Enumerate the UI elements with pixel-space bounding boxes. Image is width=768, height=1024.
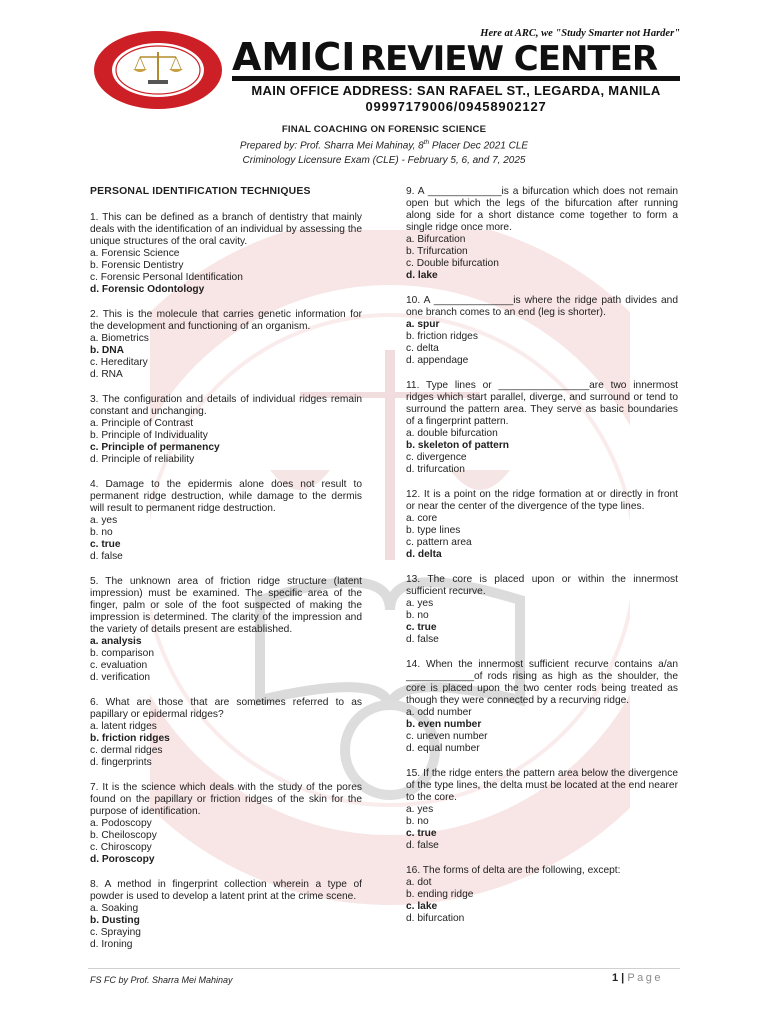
question-text: 9. A _____________is a bifurcation which does not remain open but which the legs of the bifurcation after running along side for a short distance come together to form a single ridge once more. (406, 186, 678, 233)
page-label: Page (627, 972, 664, 984)
question-text: 11. Type lines or ________________are two innermost ridges which start parallel, diverge, and surround or tend to surround the pattern area. They serve as basic boundaries of a fingerprint pattern. (406, 380, 678, 427)
answer-option-correct: a. spur (406, 319, 440, 330)
answer-option-correct: b. friction ridges (90, 733, 170, 744)
page-indicator (612, 972, 663, 984)
answer-option: b. no (90, 527, 113, 538)
answer-option-correct: d. Forensic Odontology (90, 284, 205, 295)
answer-option-correct: b. DNA (90, 345, 124, 356)
question-item (90, 479, 362, 563)
question-text: 2. This is the molecule that carries genetic information for the development and functioning of an organism. (90, 309, 362, 332)
answer-option: d. false (90, 551, 123, 562)
question-text: 6. What are those that are sometimes referred to as papillary or epidermal ridges? (90, 697, 362, 720)
logo-seal (92, 30, 224, 110)
answer-option: b. ending ridge (406, 889, 474, 900)
answer-option: b. comparison (90, 648, 154, 659)
question-item (406, 659, 678, 755)
answer-option: c. Hereditary (90, 357, 148, 368)
answer-option: a. odd number (406, 707, 472, 718)
brand-first-word: AMICI (232, 35, 356, 79)
answer-option: a. double bifurcation (406, 428, 498, 439)
answer-option: a. yes (406, 598, 434, 609)
question-item (406, 768, 678, 852)
question-text: 15. If the ridge enters the pattern area below the divergence of the type lines, the delta must be located at the end nearer to the core. (406, 768, 678, 803)
answer-option: b. type lines (406, 525, 461, 536)
question-text: 1. This can be defined as a branch of dentistry that mainly deals with the identification of an individual by assessing the unique structures of the oral cavity. (90, 212, 362, 247)
question-item (406, 186, 678, 282)
tagline: Here at ARC, we "Study Smarter not Harder" (480, 28, 680, 39)
answer-option: d. equal number (406, 743, 480, 754)
answer-option: c. delta (406, 343, 439, 354)
question-item (90, 212, 362, 296)
page-number: 1 (612, 972, 619, 984)
answer-option-correct: d. lake (406, 270, 438, 281)
answer-option: b. Forensic Dentistry (90, 260, 184, 271)
answer-option: a. Bifurcation (406, 234, 466, 245)
answer-option: b. friction ridges (406, 331, 478, 342)
document-title: FINAL COACHING ON FORENSIC SCIENCE (281, 124, 487, 135)
question-item (406, 380, 678, 476)
answer-option: d. Ironing (90, 939, 133, 950)
answer-option: d. appendage (406, 355, 469, 366)
exam-dates: Criminology Licensure Exam (CLE) - February 5, 6, and 7, 2025 (242, 155, 526, 167)
right-column (406, 186, 678, 938)
answer-option: b. no (406, 816, 429, 827)
answer-option-correct: c. Principle of permanency (90, 442, 220, 453)
answer-option: c. Chiroscopy (90, 842, 152, 853)
main-office-address: MAIN OFFICE ADDRESS: SAN RAFAEL ST., LEGARDA, MANILA (251, 83, 661, 98)
question-item (90, 879, 362, 951)
brand-header (232, 30, 680, 114)
answer-option: c. dermal ridges (90, 745, 163, 756)
answer-option: a. core (406, 513, 438, 524)
question-item (90, 697, 362, 769)
answer-option-correct: c. true (406, 622, 437, 633)
answer-option: d. fingerprints (90, 757, 152, 768)
answer-option-correct: a. analysis (90, 636, 142, 647)
footer-divider (88, 968, 680, 969)
question-item (90, 576, 362, 684)
answer-option-correct: d. delta (406, 549, 442, 560)
answer-option: c. pattern area (406, 537, 472, 548)
answer-option: c. uneven number (406, 731, 488, 742)
question-item (406, 295, 678, 367)
answer-option: a. Podoscopy (90, 818, 152, 829)
question-text: 4. Damage to the epidermis alone does not result to permanent ridge destruction, while damage to the dermis will result to permanent ridge destruction. (90, 479, 362, 514)
prepared-by-suffix: Placer Dec 2021 CLE (429, 140, 529, 152)
footer-credit: FS FC by Prof. Sharra Mei Mahinay (90, 975, 233, 985)
answer-option: d. verification (90, 672, 151, 683)
question-list-right (406, 186, 678, 925)
answer-option: c. divergence (406, 452, 467, 463)
question-text: 12. It is a point on the ridge formation at or directly in front or near the center of the divergence of the type lines. (406, 489, 678, 512)
answer-option: b. Principle of Individuality (90, 430, 208, 441)
question-item (406, 489, 678, 561)
contact-numbers: 09997179006/09458902127 (365, 99, 547, 114)
question-list-left (90, 212, 362, 951)
answer-option: b. Cheiloscopy (90, 830, 157, 841)
ordinal-suffix: th (423, 139, 430, 146)
answer-option: d. false (406, 840, 439, 851)
answer-option: c. Spraying (90, 927, 141, 938)
answer-option: a. Forensic Science (90, 248, 180, 259)
question-text: 14. When the innermost sufficient recurve contains a/an ____________of rods rising as high as the shoulder, the core is placed upon the two center rods being treated as though they were connected by a recurving ridge. (406, 659, 678, 706)
question-item (90, 394, 362, 466)
question-text: 13. The core is placed upon or within the innermost sufficient recurve. (406, 574, 678, 597)
answer-option: b. no (406, 610, 429, 621)
answer-option: c. evaluation (90, 660, 148, 671)
prepared-by-text: Prepared by: Prof. Sharra Mei Mahinay, 8 (239, 140, 424, 152)
page-separator: | (618, 972, 628, 984)
section-title: PERSONAL IDENTIFICATION TECHNIQUES (90, 186, 311, 197)
answer-option: c. Forensic Personal Identification (90, 272, 243, 283)
answer-option-correct: d. Poroscopy (90, 854, 155, 865)
answer-option: d. false (406, 634, 439, 645)
question-text: 3. The configuration and details of individual ridges remain constant and unchanging. (90, 394, 362, 417)
brand-second-word: REVIEW CENTER (359, 39, 658, 79)
brand-name (232, 35, 680, 79)
question-item (406, 865, 678, 925)
question-text: 10. A ______________is where the ridge path divides and one branch comes to an end (leg is shorter). (406, 295, 678, 318)
answer-option: a. Principle of Contrast (90, 418, 194, 429)
answer-option: a. latent ridges (90, 721, 157, 732)
answer-option-correct: c. true (406, 828, 437, 839)
answer-option-correct: b. skeleton of pattern (406, 440, 510, 451)
answer-option: a. Biometrics (90, 333, 149, 344)
question-text: 8. A method in fingerprint collection wherein a type of powder is used to develop a latent print at the crime scene. (90, 879, 362, 902)
prepared-by (0, 139, 768, 151)
answer-option: b. Trifurcation (406, 246, 468, 257)
answer-option: d. trifurcation (406, 464, 465, 475)
answer-option: a. dot (406, 877, 432, 888)
answer-option: a. Soaking (90, 903, 139, 914)
answer-option-correct: c. true (90, 539, 121, 550)
answer-option: a. yes (406, 804, 434, 815)
answer-option-correct: b. even number (406, 719, 482, 730)
question-item (90, 309, 362, 381)
question-text: 7. It is the science which deals with the study of the pores found on the papillary or friction ridges of the skin for the purpose of identification. (90, 782, 362, 817)
answer-option: c. Double bifurcation (406, 258, 499, 269)
answer-option-correct: b. Dusting (90, 915, 140, 926)
question-text: 5. The unknown area of friction ridge structure (latent impression) must be examined. The specific area of the finger, palm or sole of the foot suspected of making the impression is determined. The clarity of the impression and the variety of details present are established. (90, 576, 362, 635)
answer-option: d. Principle of reliability (90, 454, 195, 465)
document-title-block (0, 124, 768, 166)
answer-option: d. RNA (90, 369, 123, 380)
question-text: 16. The forms of delta are the following, except: (406, 865, 621, 876)
left-column (90, 186, 362, 964)
question-item (90, 782, 362, 866)
answer-option: a. yes (90, 515, 118, 526)
question-item (406, 574, 678, 646)
answer-option-correct: c. lake (406, 901, 438, 912)
answer-option: d. bifurcation (406, 913, 465, 924)
